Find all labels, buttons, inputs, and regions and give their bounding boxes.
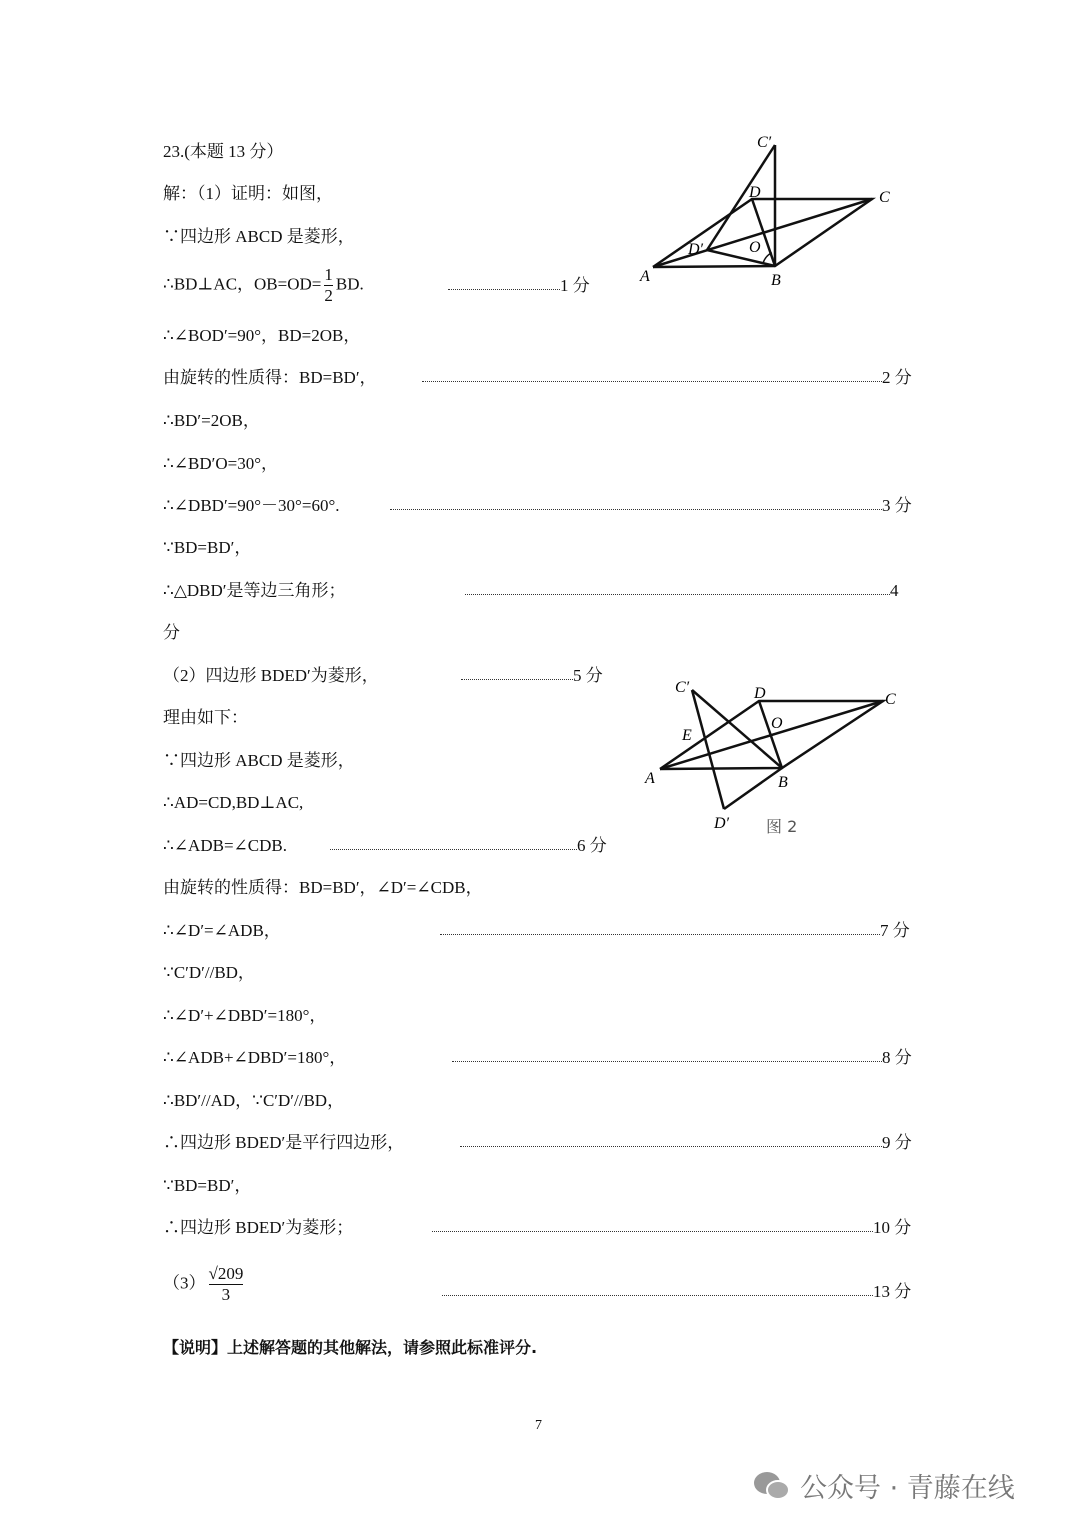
- figure-2-caption: 图 2: [766, 817, 798, 836]
- label-E: E: [682, 727, 692, 744]
- label-C: C: [879, 189, 890, 206]
- score-13: 13 分: [442, 1281, 911, 1303]
- line: 分: [163, 623, 180, 642]
- line: 解：（1）证明：如图，: [163, 184, 333, 203]
- line: ∵四边形 ABCD 是菱形，: [163, 751, 355, 770]
- line: ∴∠D′+∠DBD′=180°，: [163, 1006, 327, 1025]
- label-C-prime: C′: [757, 134, 772, 151]
- score-2: 2 分: [422, 367, 912, 389]
- label-O: O: [771, 715, 783, 732]
- wechat-icon: [752, 1469, 792, 1503]
- line: ∴四边形 BDED′为菱形；: [163, 1218, 354, 1237]
- score-10: 10 分: [432, 1217, 911, 1239]
- score-8: 8 分: [452, 1047, 912, 1069]
- line: ∴∠ADB=∠CDB.: [163, 836, 287, 855]
- score-4: 4: [465, 580, 899, 602]
- figure-1-lines: [653, 145, 872, 267]
- line-text: ∴BD⊥AC，OB=OD=: [163, 274, 322, 294]
- watermark-text: 公众号 · 青藤在线: [800, 1473, 1015, 1504]
- watermark: [752, 1466, 1015, 1505]
- problem-heading: 23.(本题 13 分）: [163, 142, 284, 161]
- figure-2-lines: [660, 690, 883, 809]
- score-1: 1 分: [448, 275, 590, 297]
- score-6: 6 分: [330, 835, 607, 857]
- score-5: 5 分: [461, 665, 603, 687]
- score-7: 7 分: [440, 920, 910, 942]
- page-number: 7: [535, 1418, 542, 1433]
- line: ∵BD=BD′，: [163, 1176, 252, 1195]
- line: ∴四边形 BDED′是平行四边形，: [163, 1133, 405, 1152]
- line: ∴BD′//AD，∵C′D′//BD，: [163, 1091, 345, 1110]
- denominator: 3: [221, 1285, 231, 1304]
- score-9: 9 分: [460, 1132, 912, 1154]
- label-D: D: [754, 685, 766, 702]
- line-text: （3）: [163, 1273, 206, 1293]
- answer-3: [163, 1264, 246, 1305]
- label-A: A: [640, 268, 650, 285]
- line: （2）四边形 BDED′为菱形，: [163, 666, 379, 685]
- line: ∴∠DBD′=90°－30°=60°.: [163, 496, 340, 515]
- answer-fraction: [209, 1264, 244, 1305]
- line: 由旋转的性质得：BD=BD′，: [163, 368, 377, 387]
- label-B: B: [778, 774, 788, 791]
- line: ∵C′D′//BD，: [163, 963, 255, 982]
- label-B: B: [771, 272, 781, 289]
- numerator: 1: [324, 265, 333, 284]
- line: ∴∠BD′O=30°，: [163, 454, 279, 473]
- label-D: D: [749, 184, 761, 201]
- note: 【说明】上述解答题的其他解法，请参照此标准评分.: [163, 1338, 538, 1357]
- score-3: 3 分: [390, 495, 912, 517]
- line: ∴BD′=2OB，: [163, 411, 260, 430]
- line: ∴AD=CD,BD⊥AC,: [163, 793, 304, 812]
- line: ∴∠ADB+∠DBD′=180°，: [163, 1048, 347, 1067]
- label-D-prime: D′: [688, 241, 704, 258]
- line: ∴∠BOD′=90°，BD=2OB，: [163, 326, 361, 345]
- line: ∵BD=BD′，: [163, 538, 252, 557]
- line: 由旋转的性质得：BD=BD′，∠D′=∠CDB，: [163, 878, 483, 897]
- line: ∴∠D′=∠ADB，: [163, 921, 281, 940]
- label-A: A: [645, 770, 655, 787]
- denominator: 2: [324, 286, 333, 305]
- line: ∵四边形 ABCD 是菱形，: [163, 227, 355, 246]
- numerator: √209: [208, 1264, 244, 1283]
- line: ∴△DBD′是等边三角形；: [163, 581, 346, 600]
- label-C: C: [885, 691, 896, 708]
- line: 理由如下：: [163, 708, 248, 727]
- line-text-after: BD.: [335, 274, 364, 294]
- label-C-prime: C′: [675, 679, 690, 696]
- label-O: O: [749, 239, 761, 256]
- label-D-prime: D′: [714, 815, 730, 832]
